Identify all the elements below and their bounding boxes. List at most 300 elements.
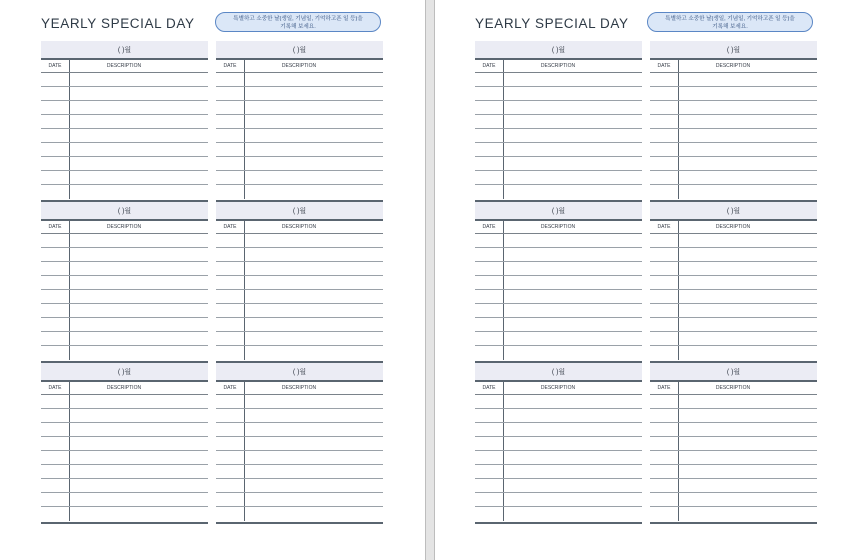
entry-row	[216, 157, 383, 171]
description-cell[interactable]	[245, 465, 383, 478]
date-cell[interactable]	[650, 493, 679, 506]
entry-row	[216, 493, 383, 507]
description-cell[interactable]	[70, 318, 208, 331]
entry-row	[216, 479, 383, 493]
description-column-header: DESCRIPTION	[715, 224, 751, 230]
month-block	[475, 202, 642, 363]
date-cell[interactable]	[216, 465, 245, 478]
entry-row	[475, 276, 642, 290]
date-cell[interactable]	[475, 73, 504, 86]
description-cell[interactable]	[679, 479, 817, 492]
entry-row	[41, 290, 208, 304]
description-cell[interactable]	[504, 129, 642, 142]
description-cell[interactable]	[504, 101, 642, 114]
description-cell[interactable]	[245, 507, 383, 521]
date-cell[interactable]	[475, 290, 504, 303]
date-cell[interactable]	[475, 143, 504, 156]
description-cell[interactable]	[504, 451, 642, 464]
description-cell[interactable]	[504, 87, 642, 100]
description-cell[interactable]	[70, 157, 208, 170]
description-cell[interactable]	[504, 262, 642, 275]
date-cell[interactable]	[650, 318, 679, 331]
description-cell[interactable]	[70, 276, 208, 289]
date-cell[interactable]	[41, 276, 70, 289]
entry-rows	[216, 73, 383, 199]
description-cell[interactable]	[70, 171, 208, 184]
entry-row	[475, 73, 642, 87]
date-cell[interactable]	[216, 318, 245, 331]
date-cell[interactable]	[475, 87, 504, 100]
date-cell[interactable]	[216, 234, 245, 247]
entry-row	[216, 171, 383, 185]
description-cell[interactable]	[245, 248, 383, 261]
entry-row	[475, 115, 642, 129]
date-cell[interactable]	[216, 507, 245, 521]
date-cell[interactable]	[216, 346, 245, 360]
entry-row	[650, 171, 817, 185]
date-cell[interactable]	[650, 234, 679, 247]
column-headers	[41, 382, 208, 395]
description-cell[interactable]	[245, 332, 383, 345]
column-headers	[41, 221, 208, 234]
entry-row	[41, 409, 208, 423]
date-cell[interactable]	[41, 332, 70, 345]
entry-row	[216, 73, 383, 87]
description-cell[interactable]	[245, 143, 383, 156]
date-cell[interactable]	[475, 248, 504, 261]
date-cell[interactable]	[475, 157, 504, 170]
month-header[interactable]: ( )월	[475, 202, 642, 221]
month-header[interactable]: ( )월	[41, 363, 208, 382]
date-cell[interactable]	[475, 115, 504, 128]
description-cell[interactable]	[245, 115, 383, 128]
date-cell[interactable]	[41, 248, 70, 261]
entry-row	[650, 87, 817, 101]
date-cell[interactable]	[475, 304, 504, 317]
description-cell[interactable]	[70, 262, 208, 275]
date-cell[interactable]	[41, 262, 70, 275]
description-cell[interactable]	[245, 479, 383, 492]
description-cell[interactable]	[504, 423, 642, 436]
date-cell[interactable]	[41, 318, 70, 331]
description-cell[interactable]	[504, 143, 642, 156]
date-column-header: DATE	[475, 382, 504, 394]
date-cell[interactable]	[475, 171, 504, 184]
entry-row	[475, 423, 642, 437]
entry-row	[475, 437, 642, 451]
entry-row	[650, 143, 817, 157]
entry-row	[475, 507, 642, 521]
description-cell[interactable]	[504, 185, 642, 199]
entry-row	[650, 129, 817, 143]
description-cell[interactable]	[504, 346, 642, 360]
description-cell[interactable]	[504, 73, 642, 86]
date-column-header: DATE	[650, 382, 679, 394]
description-cell[interactable]	[245, 276, 383, 289]
description-cell[interactable]	[679, 465, 817, 478]
description-cell[interactable]	[679, 276, 817, 289]
date-cell[interactable]	[650, 248, 679, 261]
description-cell[interactable]	[504, 465, 642, 478]
description-cell[interactable]	[504, 318, 642, 331]
date-cell[interactable]	[216, 262, 245, 275]
description-cell[interactable]	[504, 493, 642, 506]
date-cell[interactable]	[216, 423, 245, 436]
description-cell[interactable]	[245, 185, 383, 199]
date-cell[interactable]	[650, 304, 679, 317]
description-cell[interactable]	[70, 290, 208, 303]
column-headers	[216, 221, 383, 234]
date-cell[interactable]	[475, 129, 504, 142]
date-cell[interactable]	[41, 493, 70, 506]
date-cell[interactable]	[41, 157, 70, 170]
description-cell[interactable]	[70, 304, 208, 317]
description-cell[interactable]	[70, 493, 208, 506]
description-column-header: DESCRIPTION	[540, 224, 576, 230]
entry-row	[41, 332, 208, 346]
description-cell[interactable]	[679, 234, 817, 247]
date-cell[interactable]	[650, 437, 679, 450]
description-cell[interactable]	[679, 395, 817, 408]
entry-row	[41, 234, 208, 248]
date-cell[interactable]	[41, 437, 70, 450]
date-cell[interactable]	[475, 101, 504, 114]
date-cell[interactable]	[41, 115, 70, 128]
date-cell[interactable]	[41, 234, 70, 247]
description-column-header: DESCRIPTION	[715, 63, 751, 69]
date-cell[interactable]	[475, 234, 504, 247]
month-header[interactable]: ( )월	[41, 202, 208, 221]
instruction-note	[215, 12, 381, 32]
entry-row	[41, 493, 208, 507]
date-cell[interactable]	[650, 409, 679, 422]
date-cell[interactable]	[650, 465, 679, 478]
date-cell[interactable]	[475, 276, 504, 289]
date-cell[interactable]	[216, 73, 245, 86]
description-cell[interactable]	[679, 73, 817, 86]
date-cell[interactable]	[216, 129, 245, 142]
description-cell[interactable]	[679, 157, 817, 170]
description-cell[interactable]	[245, 171, 383, 184]
entry-row	[41, 318, 208, 332]
month-header[interactable]: ( )월	[650, 202, 817, 221]
description-cell[interactable]	[679, 143, 817, 156]
date-cell[interactable]	[650, 479, 679, 492]
description-cell[interactable]	[679, 437, 817, 450]
date-cell[interactable]	[41, 479, 70, 492]
date-cell[interactable]	[475, 409, 504, 422]
description-cell[interactable]	[504, 115, 642, 128]
description-cell[interactable]	[70, 332, 208, 345]
description-cell[interactable]	[504, 171, 642, 184]
description-cell[interactable]	[679, 248, 817, 261]
description-cell[interactable]	[245, 395, 383, 408]
description-cell[interactable]	[70, 423, 208, 436]
description-cell[interactable]	[70, 409, 208, 422]
month-header[interactable]: ( )월	[650, 41, 817, 60]
date-cell[interactable]	[216, 248, 245, 261]
description-cell[interactable]	[504, 409, 642, 422]
date-cell[interactable]	[650, 346, 679, 360]
date-cell[interactable]	[41, 507, 70, 521]
description-column-header: DESCRIPTION	[106, 63, 142, 69]
month-header[interactable]: ( )월	[41, 41, 208, 60]
description-cell[interactable]	[504, 290, 642, 303]
note-line: 기록해 보세요.	[280, 24, 316, 30]
description-cell[interactable]	[504, 276, 642, 289]
entry-row	[41, 451, 208, 465]
entry-row	[475, 87, 642, 101]
description-cell[interactable]	[70, 143, 208, 156]
description-cell[interactable]	[679, 346, 817, 360]
date-cell[interactable]	[650, 185, 679, 199]
date-cell[interactable]	[41, 290, 70, 303]
date-cell[interactable]	[475, 262, 504, 275]
entry-row	[41, 101, 208, 115]
date-cell[interactable]	[650, 507, 679, 521]
date-cell[interactable]	[650, 87, 679, 100]
date-cell[interactable]	[475, 395, 504, 408]
date-cell[interactable]	[41, 171, 70, 184]
date-cell[interactable]	[216, 395, 245, 408]
column-headers	[650, 382, 817, 395]
entry-row	[650, 395, 817, 409]
date-cell[interactable]	[216, 290, 245, 303]
description-cell[interactable]	[70, 129, 208, 142]
date-cell[interactable]	[216, 87, 245, 100]
date-cell[interactable]	[475, 507, 504, 521]
description-cell[interactable]	[245, 346, 383, 360]
entry-rows	[216, 395, 383, 521]
date-cell[interactable]	[475, 479, 504, 492]
description-cell[interactable]	[70, 465, 208, 478]
column-headers	[216, 60, 383, 73]
date-cell[interactable]	[650, 290, 679, 303]
entry-rows	[41, 73, 208, 199]
description-cell[interactable]	[504, 507, 642, 521]
date-cell[interactable]	[650, 423, 679, 436]
description-cell[interactable]	[70, 234, 208, 247]
date-cell[interactable]	[475, 185, 504, 199]
date-cell[interactable]	[216, 409, 245, 422]
month-header[interactable]: ( )월	[216, 202, 383, 221]
date-cell[interactable]	[41, 304, 70, 317]
description-cell[interactable]	[70, 115, 208, 128]
date-cell[interactable]	[41, 87, 70, 100]
description-cell[interactable]	[245, 423, 383, 436]
entry-row	[41, 465, 208, 479]
description-cell[interactable]	[245, 437, 383, 450]
description-cell[interactable]	[679, 101, 817, 114]
description-cell[interactable]	[679, 318, 817, 331]
entry-row	[475, 143, 642, 157]
month-header[interactable]: ( )월	[216, 41, 383, 60]
entry-row	[475, 465, 642, 479]
date-cell[interactable]	[475, 465, 504, 478]
date-cell[interactable]	[475, 346, 504, 360]
date-cell[interactable]	[475, 493, 504, 506]
date-cell[interactable]	[650, 73, 679, 86]
month-header[interactable]: ( )월	[475, 363, 642, 382]
description-cell[interactable]	[245, 87, 383, 100]
entry-rows	[41, 234, 208, 360]
entry-rows	[650, 395, 817, 521]
description-cell[interactable]	[245, 290, 383, 303]
date-cell[interactable]	[41, 451, 70, 464]
description-cell[interactable]	[70, 451, 208, 464]
description-cell[interactable]	[679, 423, 817, 436]
date-cell[interactable]	[41, 395, 70, 408]
entry-row	[216, 332, 383, 346]
description-cell[interactable]	[245, 157, 383, 170]
description-cell[interactable]	[679, 332, 817, 345]
date-cell[interactable]	[650, 276, 679, 289]
description-cell[interactable]	[70, 479, 208, 492]
date-cell[interactable]	[216, 304, 245, 317]
description-cell[interactable]	[245, 73, 383, 86]
description-cell[interactable]	[245, 409, 383, 422]
date-cell[interactable]	[41, 423, 70, 436]
date-cell[interactable]	[216, 437, 245, 450]
date-cell[interactable]	[216, 115, 245, 128]
description-cell[interactable]	[245, 451, 383, 464]
description-column-header: DESCRIPTION	[281, 224, 317, 230]
entry-row	[475, 157, 642, 171]
date-cell[interactable]	[475, 437, 504, 450]
date-cell[interactable]	[216, 451, 245, 464]
description-cell[interactable]	[679, 507, 817, 521]
date-cell[interactable]	[216, 479, 245, 492]
description-cell[interactable]	[504, 234, 642, 247]
entry-row	[475, 346, 642, 360]
date-cell[interactable]	[41, 101, 70, 114]
date-cell[interactable]	[475, 451, 504, 464]
date-cell[interactable]	[41, 129, 70, 142]
description-cell[interactable]	[245, 318, 383, 331]
description-cell[interactable]	[679, 304, 817, 317]
description-cell[interactable]	[679, 171, 817, 184]
entry-row	[650, 262, 817, 276]
description-cell[interactable]	[679, 262, 817, 275]
date-cell[interactable]	[650, 101, 679, 114]
date-cell[interactable]	[650, 451, 679, 464]
description-cell[interactable]	[504, 304, 642, 317]
date-cell[interactable]	[216, 157, 245, 170]
entry-rows	[650, 234, 817, 360]
description-cell[interactable]	[70, 346, 208, 360]
entry-row	[475, 234, 642, 248]
description-cell[interactable]	[245, 493, 383, 506]
description-cell[interactable]	[245, 304, 383, 317]
entry-row	[41, 171, 208, 185]
entry-rows	[650, 73, 817, 199]
description-cell[interactable]	[679, 87, 817, 100]
entry-row	[650, 332, 817, 346]
month-header[interactable]: ( )월	[650, 363, 817, 382]
description-cell[interactable]	[679, 129, 817, 142]
description-cell[interactable]	[70, 248, 208, 261]
description-cell[interactable]	[70, 185, 208, 199]
entry-row	[475, 262, 642, 276]
description-cell[interactable]	[679, 185, 817, 199]
date-cell[interactable]	[41, 185, 70, 199]
entry-row	[650, 423, 817, 437]
date-cell[interactable]	[475, 318, 504, 331]
description-cell[interactable]	[245, 234, 383, 247]
description-cell[interactable]	[70, 507, 208, 521]
description-cell[interactable]	[679, 451, 817, 464]
description-cell[interactable]	[679, 115, 817, 128]
date-cell[interactable]	[216, 493, 245, 506]
description-cell[interactable]	[70, 73, 208, 86]
date-cell[interactable]	[216, 276, 245, 289]
entry-row	[475, 304, 642, 318]
date-cell[interactable]	[216, 101, 245, 114]
description-cell[interactable]	[70, 101, 208, 114]
date-cell[interactable]	[650, 157, 679, 170]
description-cell[interactable]	[679, 493, 817, 506]
date-cell[interactable]	[650, 143, 679, 156]
description-cell[interactable]	[245, 262, 383, 275]
description-cell[interactable]	[504, 157, 642, 170]
date-cell[interactable]	[650, 262, 679, 275]
entry-row	[41, 248, 208, 262]
entry-row	[475, 493, 642, 507]
description-column-header: DESCRIPTION	[540, 63, 576, 69]
entry-rows	[216, 234, 383, 360]
description-cell[interactable]	[504, 395, 642, 408]
date-cell[interactable]	[475, 423, 504, 436]
description-cell[interactable]	[245, 101, 383, 114]
description-cell[interactable]	[70, 437, 208, 450]
date-cell[interactable]	[216, 332, 245, 345]
description-cell[interactable]	[504, 479, 642, 492]
date-cell[interactable]	[41, 143, 70, 156]
entry-row	[216, 129, 383, 143]
description-cell[interactable]	[245, 129, 383, 142]
date-cell[interactable]	[475, 332, 504, 345]
date-cell[interactable]	[41, 346, 70, 360]
date-cell[interactable]	[216, 171, 245, 184]
entry-row	[41, 129, 208, 143]
date-cell[interactable]	[41, 73, 70, 86]
month-header[interactable]: ( )월	[216, 363, 383, 382]
date-cell[interactable]	[650, 115, 679, 128]
date-cell[interactable]	[41, 465, 70, 478]
entry-row	[41, 346, 208, 360]
entry-row	[216, 423, 383, 437]
date-cell[interactable]	[216, 185, 245, 199]
note-line: 특별하고 소중한 날(생일, 기념일, 기억하고픈 일 등)을	[233, 16, 363, 22]
description-cell[interactable]	[70, 87, 208, 100]
description-cell[interactable]	[504, 248, 642, 261]
description-cell[interactable]	[679, 409, 817, 422]
entry-row	[216, 234, 383, 248]
date-cell[interactable]	[41, 409, 70, 422]
month-block	[216, 41, 383, 202]
date-cell[interactable]	[650, 171, 679, 184]
description-cell[interactable]	[679, 290, 817, 303]
date-column-header: DATE	[216, 60, 245, 72]
month-header[interactable]: ( )월	[475, 41, 642, 60]
description-cell[interactable]	[70, 395, 208, 408]
date-cell[interactable]	[650, 129, 679, 142]
date-cell[interactable]	[650, 332, 679, 345]
date-cell[interactable]	[216, 143, 245, 156]
description-cell[interactable]	[504, 437, 642, 450]
description-cell[interactable]	[504, 332, 642, 345]
date-cell[interactable]	[650, 395, 679, 408]
